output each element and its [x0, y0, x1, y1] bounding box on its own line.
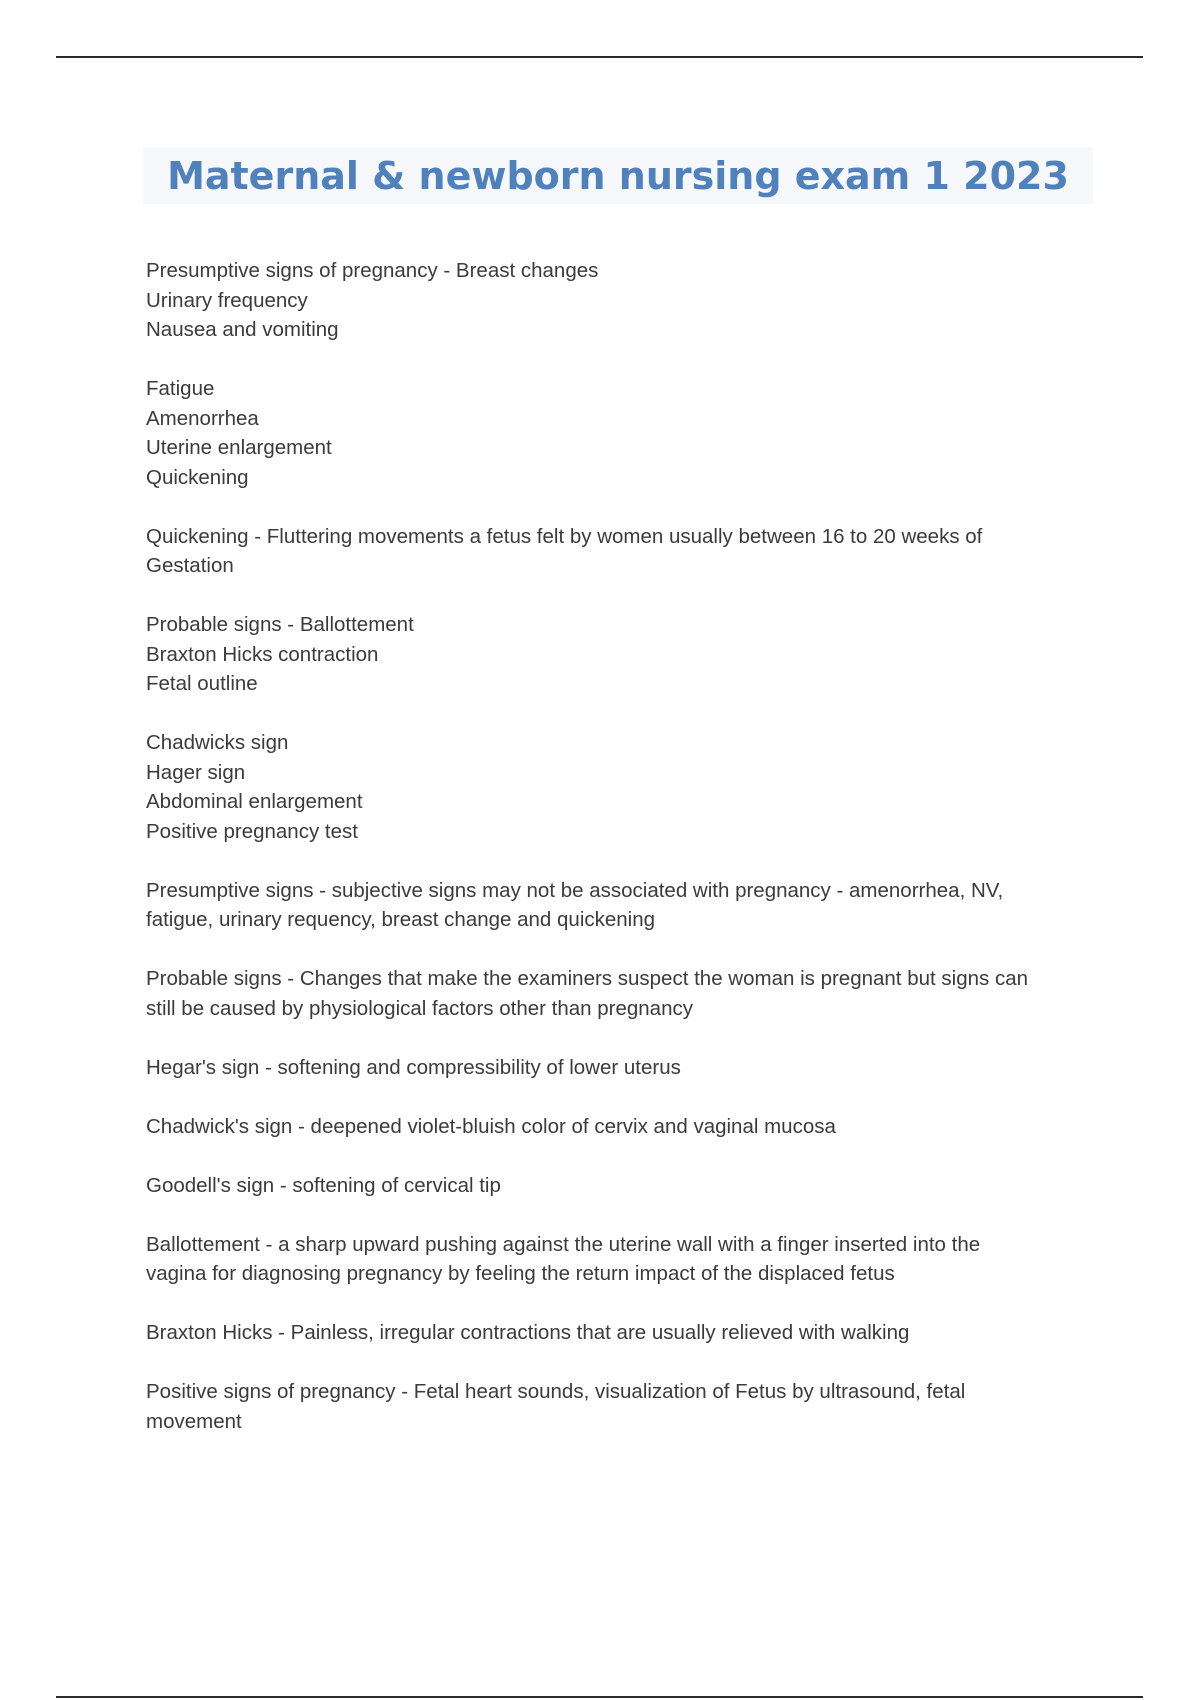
text-line: Nausea and vomiting: [146, 318, 339, 341]
text-line: Urinary frequency: [146, 288, 308, 312]
text-line: Chadwicks sign: [146, 731, 289, 754]
text-line: Fatigue: [146, 377, 215, 400]
block-goodells-sign: [146, 1171, 1101, 1201]
block-braxton-hicks: [146, 1318, 1101, 1348]
block-chadwicks-sign: [146, 1112, 1101, 1142]
text-line: still be caused by physiological factors other than pregnancy: [146, 996, 693, 1020]
text-line: movement: [146, 1409, 242, 1433]
text-line: fatigue, urinary requency, breast change and quickening: [146, 908, 656, 931]
text-line: Positive signs of pregnancy - Fetal heart sounds, visualization of Fetus by ultrasound, fetal: [146, 1380, 966, 1403]
text-line: Amenorrhea: [146, 406, 259, 430]
text-line: Positive pregnancy test: [146, 819, 358, 843]
block-presumptive-list-continued: [146, 374, 1101, 492]
text-line: Presumptive signs of pregnancy - Breast changes: [146, 259, 599, 282]
text-line: Braxton Hicks contraction: [146, 642, 379, 666]
text-line: vagina for diagnosing pregnancy by feeling the return impact of the displaced fetus: [146, 1262, 895, 1285]
text-line: Abdominal enlargement: [146, 790, 363, 813]
bottom-rule: [56, 1696, 1143, 1698]
title-band: [143, 147, 1093, 204]
text-line: Presumptive signs - subjective signs may not be associated with pregnancy - amenorrhea, NV,: [146, 878, 1004, 902]
text-line: Gestation: [146, 554, 234, 577]
text-line: Uterine enlargement: [146, 436, 332, 459]
text-line: Goodell's sign - softening of cervical tip: [146, 1173, 501, 1197]
text-line: Ballottement - a sharp upward pushing against the uterine wall with a finger inserted into the: [146, 1232, 981, 1256]
text-line: Hager sign: [146, 760, 246, 784]
top-rule: [56, 56, 1143, 58]
text-line: Chadwick's sign - deepened violet-bluish color of cervix and vaginal mucosa: [146, 1114, 836, 1138]
text-line: Hegar's sign - softening and compressibility of lower uterus: [146, 1055, 681, 1079]
text-line: Braxton Hicks - Painless, irregular contractions that are usually relieved with walking: [146, 1321, 910, 1344]
block-presumptive-list: [146, 256, 1101, 345]
block-probable-list-continued: [146, 728, 1101, 846]
block-quickening: [146, 522, 1101, 581]
block-positive-signs: [146, 1377, 1101, 1436]
text-line: Quickening - Fluttering movements a fetus felt by women usually between 16 to 20 weeks of: [146, 524, 983, 548]
text-line: Probable signs - Changes that make the examiners suspect the woman is pregnant but signs can: [146, 967, 1028, 990]
block-probable-definition: [146, 964, 1101, 1023]
document-body: [146, 256, 1101, 1466]
text-line: Fetal outline: [146, 672, 258, 695]
block-probable-list: [146, 610, 1101, 699]
block-presumptive-definition: [146, 876, 1101, 935]
text-line: Quickening: [146, 465, 249, 489]
block-hegars-sign: [146, 1053, 1101, 1083]
block-ballottement: [146, 1230, 1101, 1289]
document-title: Maternal & newborn nursing exam 1 2023: [167, 153, 1069, 198]
text-line: Probable signs - Ballottement: [146, 613, 414, 636]
